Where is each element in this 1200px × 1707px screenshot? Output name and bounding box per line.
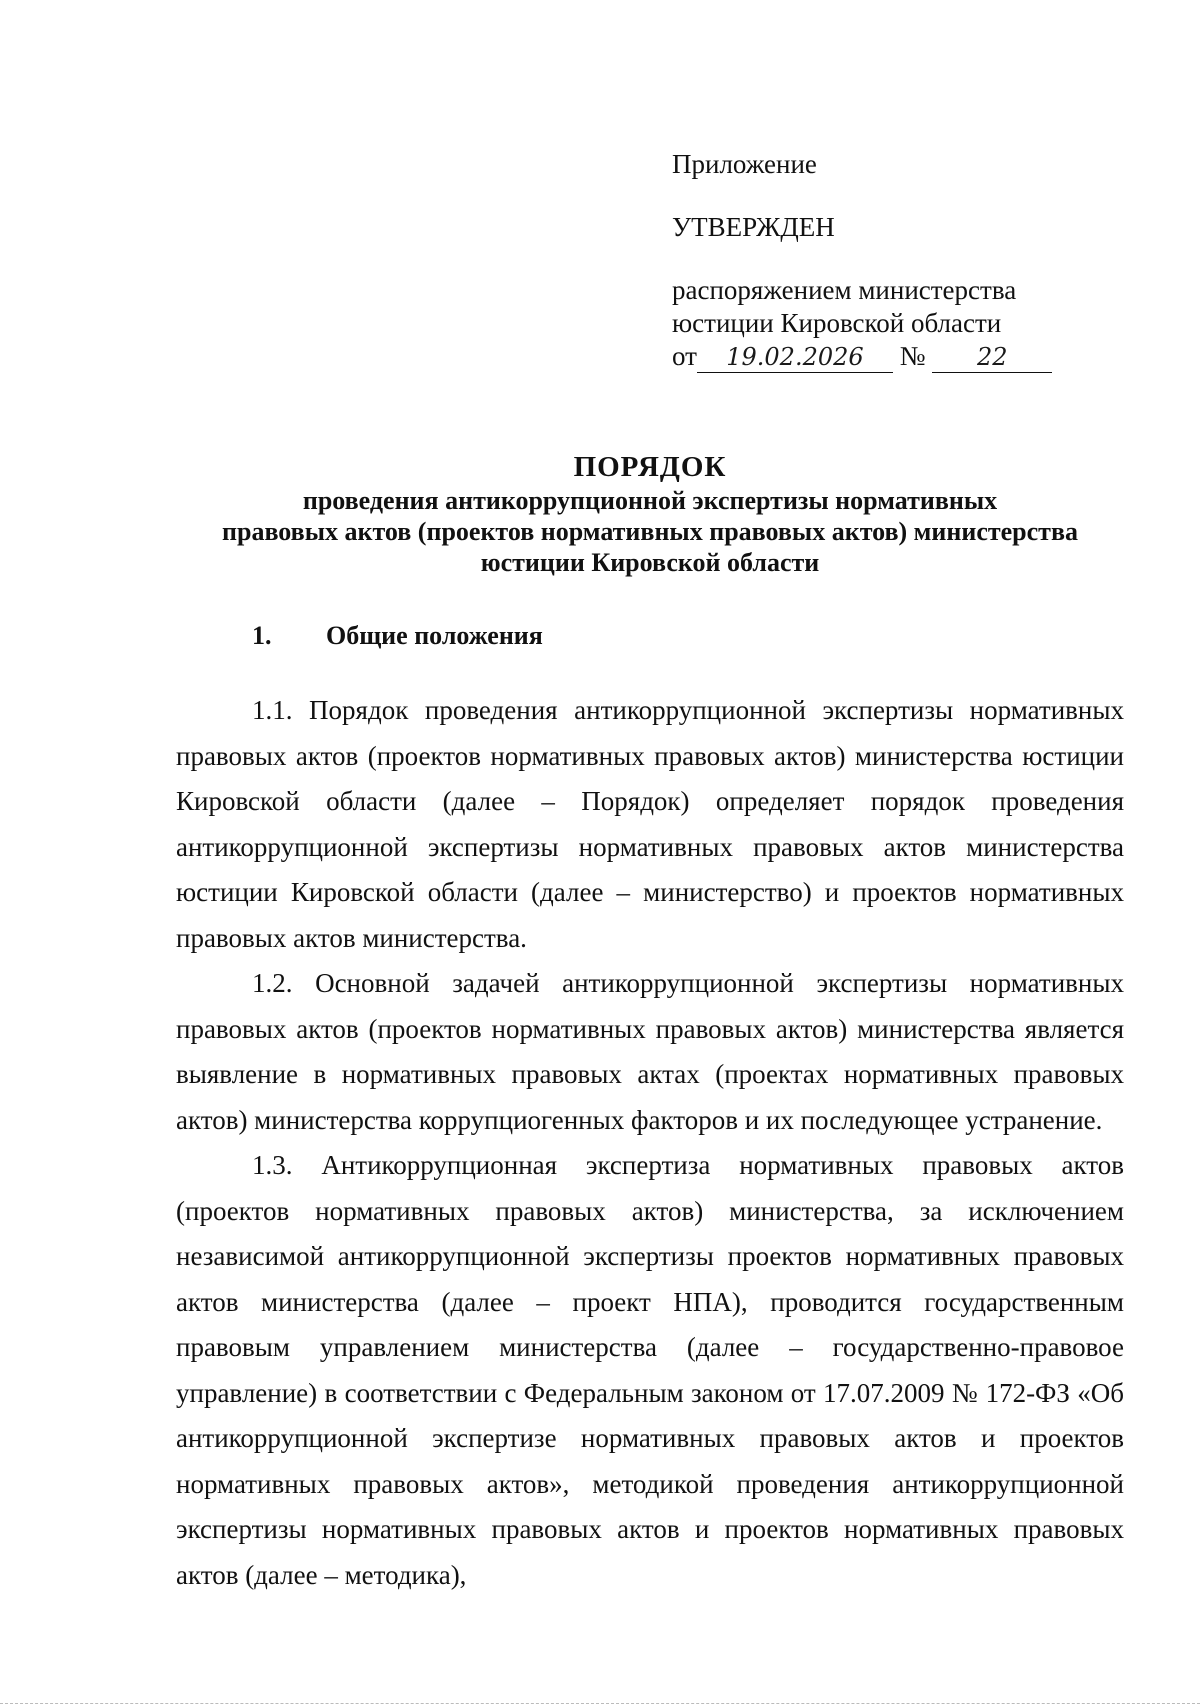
appendix-label: Приложение	[672, 149, 817, 179]
order-date-number-line	[672, 340, 1092, 373]
handwritten-number: 22	[932, 342, 1052, 373]
scan-edge-divider	[0, 1703, 1200, 1707]
title-main: ПОРЯДОК	[573, 451, 727, 483]
approval-block	[672, 148, 1092, 373]
section-heading	[252, 620, 543, 652]
approved-stamp-text: УТВЕРЖДЕН	[672, 212, 835, 242]
title-line-1: проведения антикоррупционной экспертизы нормативных	[302, 486, 998, 515]
order-line-1: распоряжением министерства	[672, 275, 1017, 305]
paragraph-1-3: 1.3. Антикоррупционная экспертиза нормативных правовых актов (проектов нормативных правовых актов) министерства, за исключением независимой антикоррупционной экспертизы проектов нормативных правовых актов министерства (далее – проект НПА), проводится государственным правовым управлением министерства (далее – государственно-правовое управление) в соответствии с Федеральным законом от 17.07.2009 № 172-ФЗ «Об антикоррупционной экспертизе нормативных правовых актов и проектов нормативных правовых актов», методикой проведения антикоррупционной экспертизы нормативных правовых актов и проектов нормативных правовых актов (далее – методика),	[176, 1150, 1124, 1590]
paragraph-1-1: 1.1. Порядок проведения антикоррупционной экспертизы нормативных правовых актов (проектов нормативных правовых актов) министерства юстиции Кировской области (далее – Порядок) определяет порядок проведения антикоррупционной экспертизы нормативных правовых актов министерства юстиции Кировской области (далее – министерство) и проектов нормативных правовых актов министерства.	[176, 695, 1124, 953]
order-line-2: юстиции Кировской области	[672, 308, 1002, 338]
paragraph-1-2: 1.2. Основной задачей антикоррупционной экспертизы нормативных правовых актов (проектов нормативных правовых актов) министерства является выявление в нормативных правовых актах (проектах нормативных правовых актов) министерства коррупциогенных факторов и их последующее устранение.	[176, 968, 1124, 1135]
handwritten-date: 19.02.2026	[697, 342, 893, 373]
from-label: от	[672, 341, 697, 371]
section-number: 1.	[252, 621, 272, 650]
document-body	[176, 688, 1124, 1598]
title-line-2: правовых актов (проектов нормативных правовых актов) министерства	[222, 517, 1078, 546]
number-label: №	[899, 341, 926, 371]
section-title: Общие положения	[326, 621, 543, 650]
document-title	[170, 452, 1130, 578]
title-line-3: юстиции Кировской области	[480, 548, 820, 577]
